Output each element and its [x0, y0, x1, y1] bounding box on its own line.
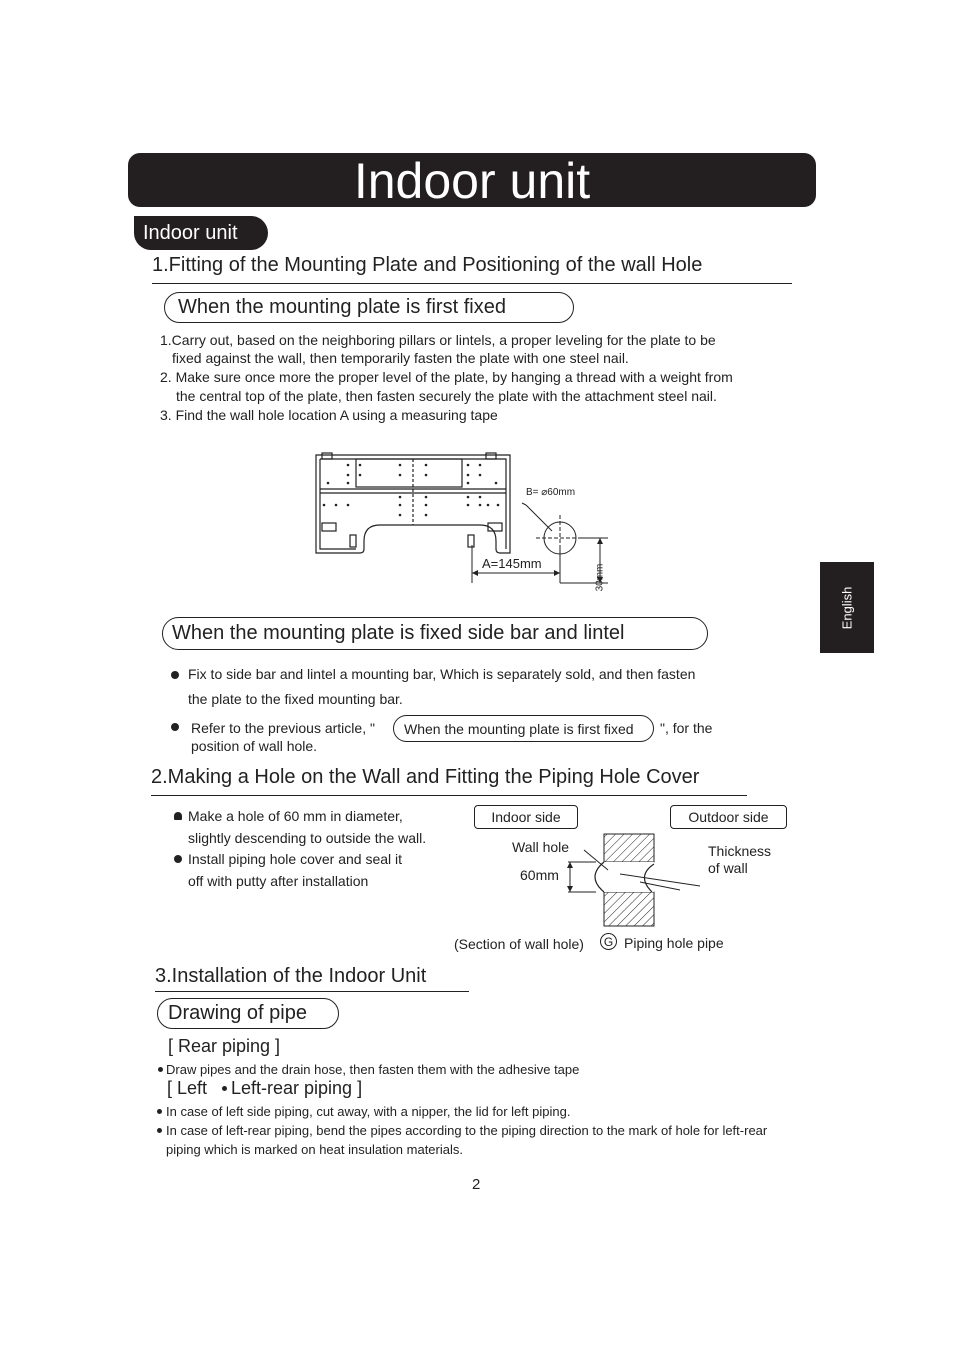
refer-line-2: position of wall hole.: [191, 738, 318, 754]
section1-rule: [152, 283, 792, 284]
subsection-drawing-pipe-title: Drawing of pipe: [168, 1002, 307, 1024]
rear-piping-note: Draw pipes and the drain hose, then fasten them with the adhesive tape: [166, 1062, 580, 1077]
section2-title: 2.Making a Hole on the Wall and Fitting the Piping Hole Cover: [151, 766, 700, 788]
indoor-side-box: [474, 805, 578, 829]
wall-section-caption: (Section of wall hole): [454, 936, 584, 952]
section-tag-label: Indoor unit: [143, 221, 238, 244]
step-3-line: 3. Find the wall hole location A using a measuring tape: [160, 407, 498, 423]
hole-bullet-1-line-2: slightly descending to outside the wall.: [188, 830, 427, 846]
bullet-dot: [171, 671, 179, 679]
section2-rule: [151, 795, 747, 796]
section3-rule: [155, 991, 469, 992]
language-tab-label: English: [839, 586, 855, 629]
g-mark-label: G: [603, 934, 614, 949]
indoor-side-label: Indoor side: [491, 809, 561, 825]
hole-bullet-2-line-1: Install piping hole cover and seal it: [188, 851, 403, 867]
left-rear-note-line-1: In case of left-rear piping, bend the pipes according to the piping direction to the mark of hole for left-rear: [166, 1123, 768, 1138]
step-1-line-2: fixed against the wall, then temporarily fasten the plate with one steel nail.: [172, 350, 629, 366]
bullet-dot: [171, 723, 179, 731]
thickness-label-1: Thickness: [708, 843, 772, 859]
distance-a-label: A=145mm: [482, 556, 542, 571]
section1-title: 1.Fitting of the Mounting Plate and Positioning of the wall Hole: [152, 254, 703, 276]
bullet-dot: [174, 812, 182, 820]
bullet-dot: [157, 1109, 162, 1114]
bullet-dot: [158, 1067, 163, 1072]
step-1-line-1: 1.Carry out, based on the neighboring pillars or lintels, a proper leveling for the plate to be: [160, 332, 716, 348]
side-bar-line-2: the plate to the fixed mounting bar.: [188, 691, 403, 707]
mounting-plate-diagram: [300, 445, 620, 595]
language-tab: [820, 562, 874, 653]
page-number: 2: [472, 1176, 481, 1193]
page-title: Indoor unit: [353, 153, 591, 209]
outdoor-side-label: Outdoor side: [688, 809, 769, 825]
left-piping-note: In case of left side piping, cut away, with a nipper, the lid for left piping.: [166, 1104, 571, 1119]
refer-line-post: ", for the: [660, 720, 713, 736]
outdoor-side-box: [670, 805, 787, 829]
subsection-side-bar: [162, 617, 708, 650]
bullet-dot: [157, 1128, 162, 1133]
left-rear-piping-heading: Left-rear piping ]: [231, 1078, 363, 1098]
subsection-first-fixed: [164, 292, 574, 323]
step-2-line-2: the central top of the plate, then fasten securely the plate with the attachment steel nail.: [176, 388, 717, 404]
left-piping-heading: [ Left: [167, 1078, 208, 1098]
left-rear-note-line-2: piping which is marked on heat insulation materials.: [166, 1142, 463, 1157]
piping-hole-pipe-label: Piping hole pipe: [624, 935, 724, 951]
hole-size-label: 60mm: [520, 867, 559, 883]
hole-diameter-label: B= ⌀60mm: [526, 487, 576, 498]
section-tag: [134, 216, 268, 250]
subsection-drawing-pipe: [157, 998, 339, 1029]
reference-first-fixed: [393, 715, 654, 742]
side-bar-line-1: Fix to side bar and lintel a mounting bar, Which is separately sold, and then fasten: [188, 666, 696, 682]
hole-bullet-1-line-1: Make a hole of 60 mm in diameter,: [188, 808, 403, 824]
page-title-banner: [128, 153, 816, 207]
distance-30-label: 30mm: [594, 563, 606, 592]
hole-bullet-2-line-2: off with putty after installation: [188, 873, 369, 889]
g-mark: [600, 933, 617, 950]
wall-section-diagram: [560, 830, 720, 930]
bullet-dot: [174, 855, 182, 863]
section3-title: 3.Installation of the Indoor Unit: [155, 965, 427, 987]
step-2-line-1: 2. Make sure once more the proper level of the plate, by hanging a thread with a weight from: [160, 369, 733, 385]
wall-hole-label: Wall hole: [512, 839, 570, 855]
refer-line-pre: Refer to the previous article, ": [191, 720, 375, 736]
subsection-side-bar-title: When the mounting plate is fixed side bar and lintel: [172, 622, 625, 644]
reference-first-fixed-label: When the mounting plate is first fixed: [404, 720, 634, 737]
thickness-label-2: of wall: [708, 860, 748, 876]
rear-piping-heading: [ Rear piping ]: [168, 1036, 281, 1056]
subsection-first-fixed-title: When the mounting plate is first fixed: [178, 296, 506, 318]
bullet-dot: [222, 1086, 227, 1091]
